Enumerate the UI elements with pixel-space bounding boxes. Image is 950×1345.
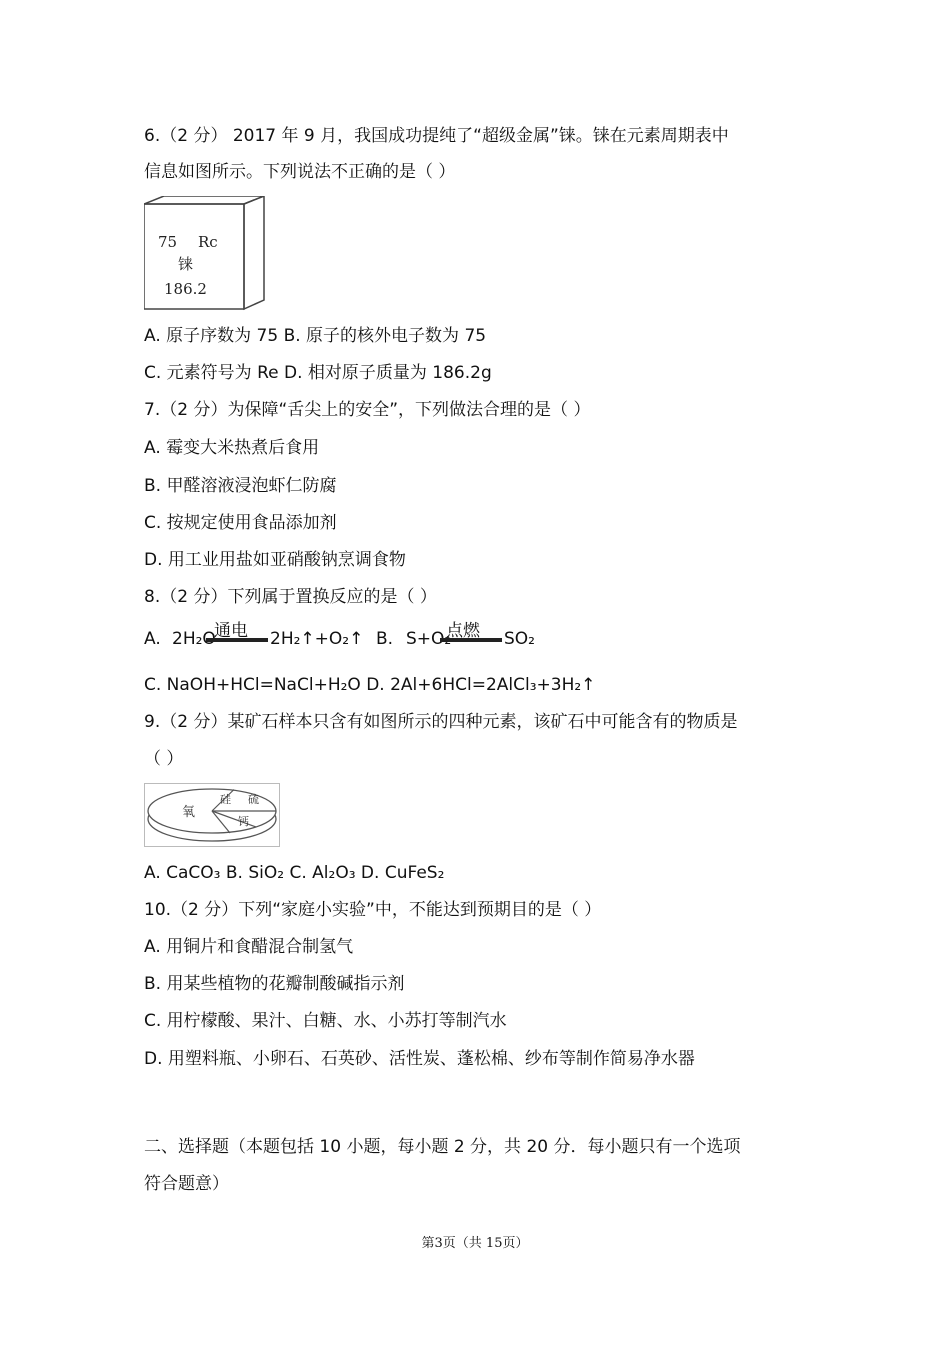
- section2-heading-line1: 二、选择题（本题包括 10 小题，每小题 2 分，共 20 分．每小题只有一个选项: [144, 1137, 741, 1157]
- rhenium-element-tile: [144, 196, 266, 314]
- q8-b-products: SO₂: [504, 629, 535, 649]
- q10-stem: 10.（2 分）下列“家庭小实验”中，不能达到预期目的是（ ）: [144, 900, 602, 920]
- q8-a-condition: 通电: [214, 621, 248, 641]
- pie-label-oxygen: 氧: [182, 805, 196, 820]
- tile-name: 铼: [178, 255, 194, 273]
- q10-option-b: B. 用某些植物的花瓣制酸碱指示剂: [144, 974, 405, 994]
- pie-label-sulfur: 硫: [248, 793, 259, 806]
- q7-option-b: B. 甲醛溶液浸泡虾仁防腐: [144, 476, 337, 496]
- q8-a-label: A.: [144, 629, 161, 649]
- q8-b-reactants: S+O₂: [406, 629, 452, 649]
- q6-stem-line2: 信息如图所示。下列说法不正确的是（ ）: [144, 162, 456, 182]
- q10-option-a: A. 用铜片和食醋混合制氢气: [144, 937, 354, 957]
- q7-option-d: D. 用工业用盐如亚硝酸钠烹调食物: [144, 550, 406, 570]
- q6-stem-line1: 6.（2 分） 2017 年 9 月，我国成功提纯了“超级金属”铼。铼在元素周期表中: [144, 126, 729, 146]
- q8-equations-ab: [144, 618, 664, 662]
- q8-options-cd: C. NaOH+HCl=NaCl+H₂O D. 2Al+6HCl=2AlCl₃+3H₂↑: [144, 675, 596, 695]
- q7-option-a: A. 霉变大米热煮后食用: [144, 438, 320, 458]
- q10-option-c: C. 用柠檬酸、果汁、白糖、水、小苏打等制汽水: [144, 1011, 507, 1031]
- q8-b-condition: 点燃: [446, 621, 480, 641]
- q8-a-products: 2H₂↑+O₂↑: [270, 629, 364, 649]
- q8-b-reaction-bar: [440, 638, 502, 642]
- pie-label-silicon: 硅: [220, 793, 231, 806]
- q9-options: A. CaCO₃ B. SiO₂ C. Al₂O₃ D. CuFeS₂: [144, 863, 445, 883]
- tile-atomic-number: 75: [158, 233, 178, 251]
- q6-options-cd: C. 元素符号为 Re D. 相对原子质量为 186.2g: [144, 363, 492, 383]
- tile-mass: 186.2: [164, 280, 207, 298]
- q7-stem: 7.（2 分）为保障“舌尖上的安全”，下列做法合理的是（ ）: [144, 400, 591, 420]
- q9-stem-line2: （ ）: [144, 749, 184, 769]
- q8-b-label: B.: [376, 629, 394, 649]
- q7-option-c: C. 按规定使用食品添加剂: [144, 513, 337, 533]
- element-pie-diagram: [144, 783, 280, 847]
- page-footer: 第3页（共 15页）: [421, 1236, 529, 1251]
- q6-options-ab: A. 原子序数为 75 B. 原子的核外电子数为 75: [144, 326, 487, 346]
- q10-option-d: D. 用塑料瓶、小卵石、石英砂、活性炭、蓬松棉、纱布等制作简易净水器: [144, 1049, 695, 1069]
- q8-a-reactants: 2H₂O: [172, 629, 216, 649]
- tile-symbol: Rc: [198, 233, 218, 251]
- q8-stem: 8.（2 分）下列属于置换反应的是（ ）: [144, 587, 437, 607]
- section2-heading-line2: 符合题意）: [144, 1174, 229, 1194]
- q8-a-reaction-bar: [206, 638, 268, 642]
- q9-stem-line1: 9.（2 分）某矿石样本只含有如图所示的四种元素，该矿石中可能含有的物质是: [144, 712, 738, 732]
- pie-label-calcium: 钙: [238, 815, 249, 828]
